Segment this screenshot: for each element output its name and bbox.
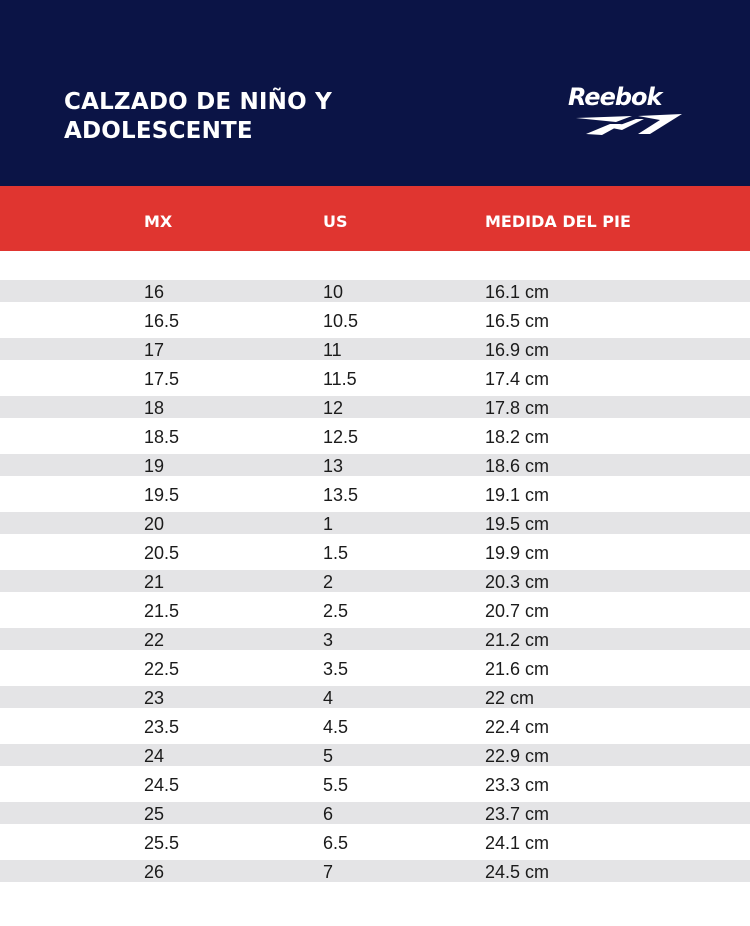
page-title-line-2: ADOLESCENTE xyxy=(64,118,253,144)
row-stripe xyxy=(0,860,750,882)
cell-mx-size: 19 xyxy=(144,456,165,476)
cell-foot-length: 21.2 cm xyxy=(485,630,550,650)
cell-foot-length: 23.7 cm xyxy=(485,804,550,824)
column-header-foot-length: MEDIDA DEL PIE xyxy=(485,212,631,231)
cell-us-size: 4.5 xyxy=(323,717,349,737)
row-stripe xyxy=(0,512,750,534)
cell-mx-size: 24.5 xyxy=(144,775,180,795)
row-stripe xyxy=(0,338,750,360)
cell-foot-length: 21.6 cm xyxy=(485,659,550,679)
cell-foot-length: 16.1 cm xyxy=(485,282,550,302)
row-stripe xyxy=(0,541,750,563)
page-title xyxy=(64,88,332,146)
table-row xyxy=(0,425,750,454)
cell-mx-size: 21.5 xyxy=(144,601,180,621)
cell-foot-length: 17.4 cm xyxy=(485,369,550,389)
table-row xyxy=(0,773,750,802)
cell-us-size: 12 xyxy=(323,398,344,418)
table-row xyxy=(0,831,750,860)
cell-us-size: 3 xyxy=(323,630,334,650)
reebok-logo xyxy=(568,84,692,140)
cell-foot-length: 18.2 cm xyxy=(485,427,550,447)
table-row xyxy=(0,744,750,773)
column-header-mx: MX xyxy=(144,212,173,231)
cell-mx-size: 22.5 xyxy=(144,659,180,679)
row-stripe xyxy=(0,599,750,621)
row-stripe xyxy=(0,425,750,447)
cell-us-size: 5.5 xyxy=(323,775,349,795)
cell-mx-size: 24 xyxy=(144,746,165,766)
row-stripe xyxy=(0,831,750,853)
cell-foot-length: 24.1 cm xyxy=(485,833,550,853)
cell-us-size: 11 xyxy=(323,340,342,360)
cell-us-size: 13 xyxy=(323,456,344,476)
table-row xyxy=(0,570,750,599)
reebok-logo-wordmark: Reebok xyxy=(568,83,662,111)
cell-mx-size: 17.5 xyxy=(144,369,180,389)
cell-mx-size: 16.5 xyxy=(144,311,180,331)
table-row xyxy=(0,309,750,338)
reebok-vector-icon xyxy=(572,110,684,136)
cell-us-size: 3.5 xyxy=(323,659,349,679)
table-row xyxy=(0,715,750,744)
cell-us-size: 12.5 xyxy=(323,427,359,447)
cell-us-size: 7 xyxy=(323,862,334,882)
cell-foot-length: 20.7 cm xyxy=(485,601,550,621)
cell-us-size: 13.5 xyxy=(323,485,359,505)
table-row xyxy=(0,512,750,541)
cell-mx-size: 25.5 xyxy=(144,833,180,853)
row-stripe xyxy=(0,483,750,505)
cell-foot-length: 19.9 cm xyxy=(485,543,550,563)
table-row xyxy=(0,367,750,396)
cell-mx-size: 20.5 xyxy=(144,543,180,563)
page-title-line-1: CALZADO DE NIÑO Y xyxy=(64,89,332,115)
table-row xyxy=(0,686,750,715)
table-row xyxy=(0,599,750,628)
cell-us-size: 5 xyxy=(323,746,334,766)
cell-foot-length: 20.3 cm xyxy=(485,572,550,592)
table-row xyxy=(0,860,750,889)
size-table-body xyxy=(0,280,750,889)
table-row xyxy=(0,338,750,367)
row-stripe xyxy=(0,454,750,476)
cell-mx-size: 19.5 xyxy=(144,485,180,505)
cell-mx-size: 23 xyxy=(144,688,165,708)
cell-foot-length: 18.6 cm xyxy=(485,456,550,476)
table-row xyxy=(0,483,750,512)
cell-foot-length: 22 cm xyxy=(485,688,535,708)
cell-mx-size: 18.5 xyxy=(144,427,180,447)
cell-mx-size: 21 xyxy=(144,572,165,592)
row-stripe xyxy=(0,628,750,650)
cell-mx-size: 17 xyxy=(144,340,165,360)
cell-foot-length: 19.5 cm xyxy=(485,514,550,534)
row-stripe xyxy=(0,280,750,302)
row-stripe xyxy=(0,802,750,824)
cell-foot-length: 16.9 cm xyxy=(485,340,550,360)
table-row xyxy=(0,396,750,425)
cell-foot-length: 22.9 cm xyxy=(485,746,550,766)
row-stripe xyxy=(0,309,750,331)
cell-us-size: 10 xyxy=(323,282,344,302)
row-stripe xyxy=(0,773,750,795)
table-row xyxy=(0,657,750,686)
cell-mx-size: 22 xyxy=(144,630,165,650)
cell-mx-size: 18 xyxy=(144,398,165,418)
row-stripe xyxy=(0,570,750,592)
row-stripe xyxy=(0,715,750,737)
cell-mx-size: 25 xyxy=(144,804,165,824)
table-row xyxy=(0,541,750,570)
table-row xyxy=(0,454,750,483)
table-row xyxy=(0,802,750,831)
table-row xyxy=(0,628,750,657)
cell-us-size: 1 xyxy=(323,514,334,534)
row-stripe xyxy=(0,686,750,708)
cell-us-size: 10.5 xyxy=(323,311,359,331)
cell-us-size: 2.5 xyxy=(323,601,349,621)
cell-foot-length: 24.5 cm xyxy=(485,862,550,882)
cell-us-size: 4 xyxy=(323,688,334,708)
cell-us-size: 6.5 xyxy=(323,833,349,853)
cell-us-size: 1.5 xyxy=(323,543,349,563)
table-header-row xyxy=(0,186,750,251)
cell-mx-size: 23.5 xyxy=(144,717,180,737)
row-stripe xyxy=(0,744,750,766)
column-header-us: US xyxy=(323,212,348,231)
cell-mx-size: 26 xyxy=(144,862,165,882)
cell-mx-size: 16 xyxy=(144,282,165,302)
cell-us-size: 11.5 xyxy=(323,369,357,389)
cell-foot-length: 22.4 cm xyxy=(485,717,550,737)
cell-foot-length: 16.5 cm xyxy=(485,311,550,331)
row-stripe xyxy=(0,396,750,418)
cell-foot-length: 17.8 cm xyxy=(485,398,550,418)
row-stripe xyxy=(0,367,750,389)
cell-mx-size: 20 xyxy=(144,514,165,534)
row-stripe xyxy=(0,657,750,679)
table-row xyxy=(0,280,750,309)
cell-us-size: 6 xyxy=(323,804,334,824)
header-banner xyxy=(0,0,750,186)
cell-us-size: 2 xyxy=(323,572,334,592)
cell-foot-length: 19.1 cm xyxy=(485,485,550,505)
cell-foot-length: 23.3 cm xyxy=(485,775,550,795)
